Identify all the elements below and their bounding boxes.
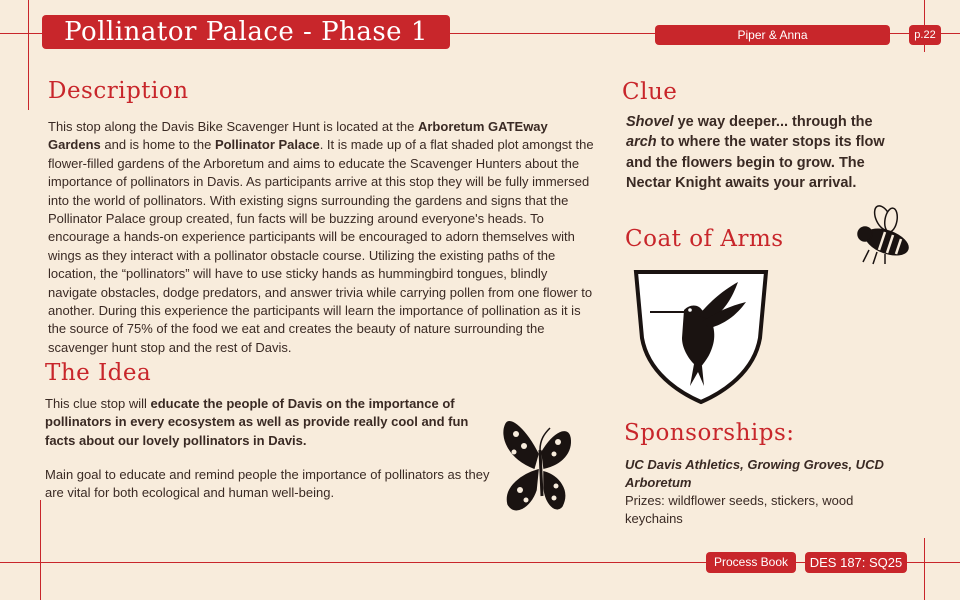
description-heading: Description (48, 78, 189, 104)
clue-text: Shovel ye way deeper... through the arch to where the water stops its flow and the flowers begin to grow. The Nectar Knight awaits your arrival. (626, 114, 885, 191)
idea-heading: The Idea (45, 360, 152, 386)
frame-line-bottom-right (924, 538, 925, 600)
sponsor-names: UC Davis Athletics, Growing Groves, UCD Arboretum (625, 457, 884, 490)
butterfly-icon (496, 412, 576, 520)
clue-heading: Clue (622, 79, 678, 105)
process-book-badge: Process Book (706, 552, 796, 573)
page-title: Pollinator Palace - Phase 1 (42, 15, 450, 49)
authors-badge: Piper & Anna (655, 25, 890, 45)
course-badge: DES 187: SQ25 (805, 552, 907, 573)
coat-of-arms-heading: Coat of Arms (625, 226, 784, 252)
page-number-badge: p.22 (909, 25, 941, 45)
frame-line-top-left (0, 33, 42, 34)
idea-text: This clue stop will educate the people of Davis on the importance of pollinators in every ecosystem as well as provide really cool and fun facts about our lovely pollinators in Davis. (45, 396, 469, 448)
description-text: This stop along the Davis Bike Scavenger Hunt is located at the Arboretum GATEway Gardens and is home to the Pollinator Palace. It is made up of a flat shaded plot amongst the flower-filled gardens of the Arboretum and aims to educate the Scavenger Hunters about the importance of pollinators in Davis. As participants arrive at this stop they will be fully immersed into the world of pollinators. With existing signs surrounding the gardens and signs that the Pollinator Palace group created, fun facts will be buzzing around everyone's heads. To encourage a hands-on experience participants will be encouraged to adorn themselves with wings as they interact with a pollinator obstacle course. Utilizing the existing paths of the location, the “pollinators” will have to use sticky hands as hummingbird tongues, blindly navigate obstacles, dodge predators, and answer trivia while carrying pollen from one flower to another. During this experience the participants will learn the importance of pollination as it is the source of 75% of the food we eat and creates the beauty of nature surrounding the scavenger hunt stop and the rest of Davis. (48, 119, 594, 355)
prizes-text: Prizes: wildflower seeds, stickers, wood keychains (625, 493, 854, 526)
idea-goal-text: Main goal to educate and remind people the importance of pollinators as they are vital for both ecological and human well-being. (45, 467, 490, 501)
frame-line-bottom-left (40, 500, 41, 600)
bee-icon (855, 204, 915, 266)
hummingbird-shield-icon (632, 268, 770, 406)
frame-line-left (28, 0, 29, 110)
sponsorships-heading: Sponsorships: (624, 420, 795, 446)
sponsorships-text (625, 456, 905, 528)
